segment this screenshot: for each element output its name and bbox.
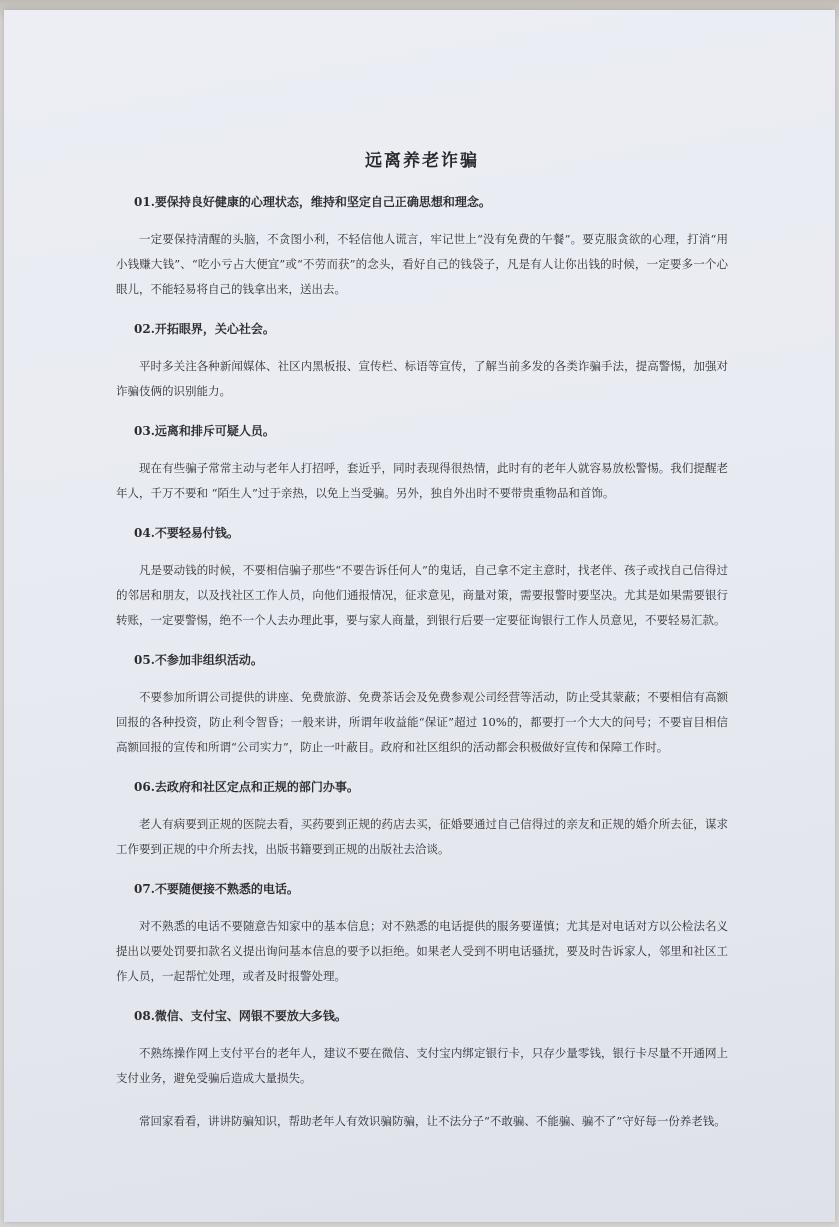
section-paragraph: 不熟练操作网上支付平台的老年人，建议不要在微信、支付宝内绑定银行卡，只存少量零钱，银行卡尽量不开通网上支付业务，避免受骗后造成大量损失。: [116, 1046, 728, 1085]
section-heading: 03.远离和排斥可疑人员。: [134, 424, 275, 438]
section-paragraph: 对不熟悉的电话不要随意告知家中的基本信息；对不熟悉的电话提供的服务要谨慎；尤其是对电话对方以公检法名义提出以要处罚要扣款名义提出询问基本信息的要予以拒绝。如果老人受到不明电话骚扰，要及时告诉家人，邻里和社区工作人员，一起帮忙处理，或者及时报警处理。: [116, 919, 728, 983]
closing-paragraph: 常回家看看，讲讲防骗知识，帮助老年人有效识骗防骗，让不法分子“不敢骗、不能骗、骗不了”守好每一份养老钱。: [139, 1114, 726, 1128]
section-07: [116, 880, 728, 989]
document-body: [116, 146, 728, 1152]
section-05: [116, 651, 728, 760]
section-heading: 06.去政府和社区定点和正规的部门办事。: [134, 780, 359, 794]
document-title: 远离养老诈骗: [365, 151, 479, 171]
section-06: [116, 778, 728, 862]
section-02: [116, 320, 728, 404]
section-paragraph: 不要参加所谓公司提供的讲座、免费旅游、免费茶话会及免费参观公司经营等活动，防止受其蒙蔽；不要相信有高额回报的各种投资，防止利令智昏；一般来讲，所谓年收益能“保证”超过 10%的，都要打一个大大的问号；不要盲目相信高额回报的宣传和所谓“公司实力”，防止一叶蔽目。政府和社区组织的活动都会积极做好宣传和保障工作时。: [116, 690, 728, 754]
section-01: [116, 193, 728, 302]
section-heading: 05.不参加非组织活动。: [134, 653, 263, 667]
section-heading: 01.要保持良好健康的心理状态，维持和坚定自己正确思想和理念。: [134, 195, 491, 209]
section-03: [116, 422, 728, 506]
section-04: [116, 524, 728, 633]
section-heading: 08.微信、支付宝、网银不要放大多钱。: [134, 1009, 347, 1023]
section-heading: 07.不要随便接不熟悉的电话。: [134, 882, 299, 896]
section-08: [116, 1007, 728, 1091]
section-paragraph: 平时多关注各种新闻媒体、社区内黑板报、宣传栏、标语等宣传，了解当前多发的各类诈骗手法，提高警惕，加强对诈骗伎俩的识别能力。: [116, 359, 728, 398]
section-paragraph: 一定要保持清醒的头脑，不贪图小利，不轻信他人谎言，牢记世上“没有免费的午餐”。要克服贪欲的心理，打消“用小钱赚大钱”、“吃小亏占大便宜”或“不劳而获”的念头，看好自己的钱袋子，凡是有人让你出钱的时候，一定要多一个心眼儿，不能轻易将自己的钱拿出来，送出去。: [116, 232, 728, 296]
section-heading: 04.不要轻易付钱。: [134, 526, 239, 540]
section-heading: 02.开拓眼界，关心社会。: [134, 322, 275, 336]
paper-sheet: [4, 10, 835, 1222]
section-paragraph: 现在有些骗子常常主动与老年人打招呼，套近乎，同时表现得很热情，此时有的老年人就容易放松警惕。我们提醒老年人，千万不要和 “陌生人”过于亲热，以免上当受骗。另外，独自外出时不要带贵重物品和首饰。: [116, 461, 728, 500]
section-paragraph: 凡是要动钱的时候，不要相信骗子那些“不要告诉任何人”的鬼话，自己拿不定主意时，找老伴、孩子或找自己信得过的邻居和朋友，以及找社区工作人员，向他们通报情况，征求意见，商量对策，需要报警时要坚决。尤其是如果需要银行转账，一定要警惕，绝不一个人去办理此事，要与家人商量，到银行后要一定要征询银行工作人员意见，不要轻易汇款。: [116, 563, 728, 627]
section-paragraph: 老人有病要到正规的医院去看，买药要到正规的药店去买，征婚要通过自己信得过的亲友和正规的婚介所去征，谋求工作要到正规的中介所去找，出版书籍要到正规的出版社去洽谈。: [116, 817, 728, 856]
